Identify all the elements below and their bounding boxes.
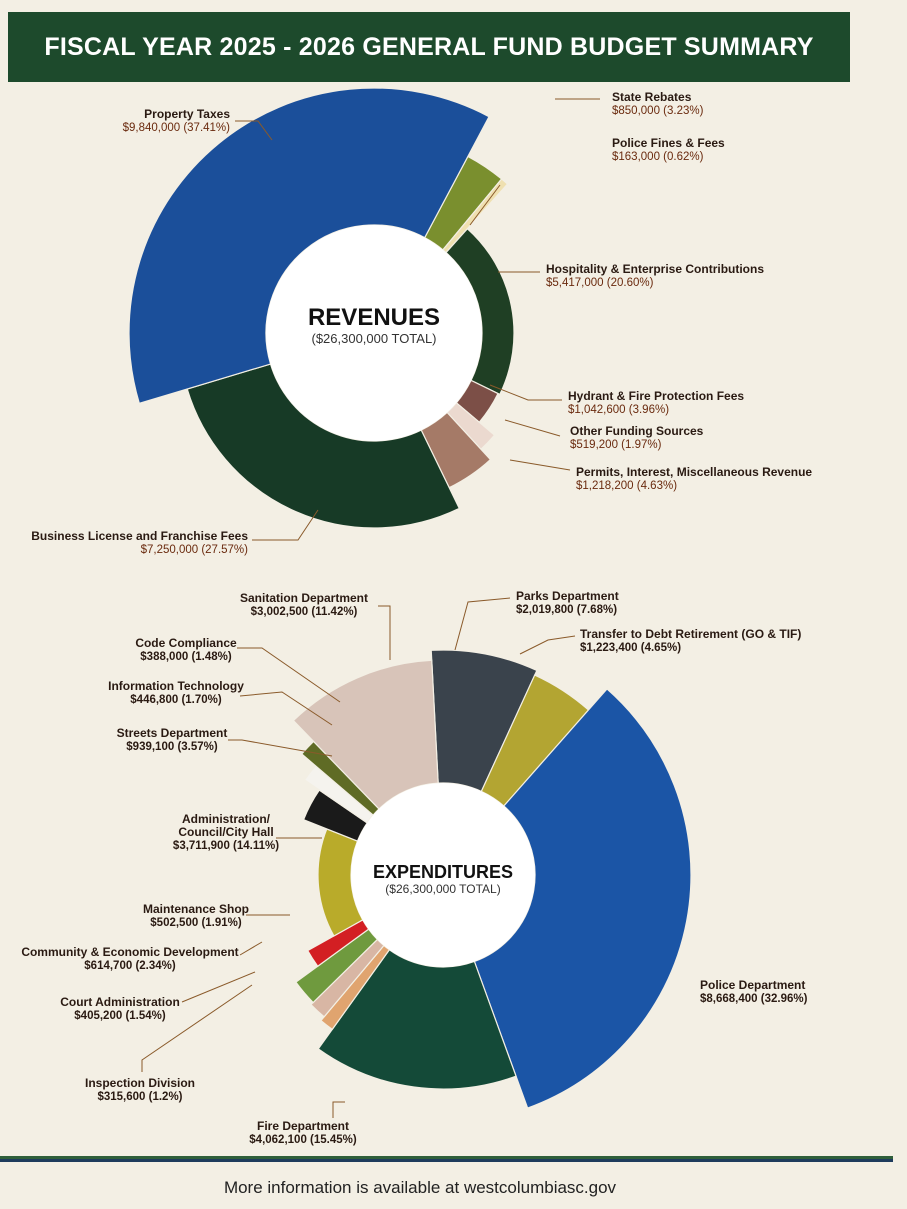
revenue-leader-permits-interest-miscellaneous-revenue: [510, 460, 570, 470]
revenue-center-subtitle: ($26,300,000 TOTAL): [311, 331, 437, 346]
expenditure-center-title: EXPENDITURES: [372, 862, 514, 882]
expenditure-leader-parks-department: [455, 598, 510, 650]
revenue-value-police-fines-fees: $163,000 (0.62%): [612, 151, 704, 163]
revenue-leader-other-funding-sources: [505, 420, 560, 436]
expenditure-value-administration-council-city-hall: $3,711,900 (14.11%): [172, 840, 280, 852]
revenue-label-hospitality-enterprise-contributions: Hospitality & Enterprise Contributions: [546, 262, 765, 276]
expenditure-leader-sanitation-department: [378, 606, 390, 660]
expenditure-label-fire-department: Fire Department: [256, 1119, 350, 1133]
expenditure-label-administration-council-city-hall: Administration/: [181, 812, 271, 826]
expenditure-value-community-economic-development: $614,700 (2.34%): [84, 960, 176, 972]
revenue-value-other-funding-sources: $519,200 (1.97%): [570, 439, 662, 451]
revenue-value-property-taxes: $9,840,000 (37.41%): [122, 122, 230, 134]
expenditure-label-information-technology: Information Technology: [108, 679, 244, 693]
page-title: FISCAL YEAR 2025 - 2026 GENERAL FUND BUDGET SUMMARY: [44, 32, 814, 61]
revenue-value-hospitality-enterprise-contributions: $5,417,000 (20.60%): [546, 277, 654, 289]
expenditure-leader-community-economic-development: [240, 942, 262, 955]
expenditure-value-parks-department: $2,019,800 (7.68%): [516, 604, 618, 616]
expenditure-label-maintenance-shop: Maintenance Shop: [142, 902, 250, 916]
revenue-label-police-fines-fees: Police Fines & Fees: [612, 136, 725, 150]
footer-text: More information is available at westcolumbiasc.gov: [223, 1178, 617, 1197]
expenditure-label-transfer-to-debt-retirement-go-tif: Transfer to Debt Retirement (GO & TIF): [580, 627, 802, 641]
revenue-label-hydrant-fire-protection-fees: Hydrant & Fire Protection Fees: [568, 389, 745, 403]
expenditure-label-inspection-division: Inspection Division: [84, 1076, 196, 1090]
expenditure-label-streets-department: Streets Department: [116, 726, 228, 740]
revenue-value-business-license-and-franchise-fees: $7,250,000 (27.57%): [140, 544, 248, 556]
expenditure-leader-fire-department: [333, 1102, 345, 1118]
expenditure-label-sanitation-department: Sanitation Department: [239, 591, 369, 605]
revenue-label-other-funding-sources: Other Funding Sources: [570, 424, 704, 438]
expenditure-leader-transfer-to-debt-retirement-go-tif: [520, 636, 575, 654]
expenditure-value-court-administration: $405,200 (1.54%): [74, 1010, 166, 1022]
expenditure-value-sanitation-department: $3,002,500 (11.42%): [250, 606, 358, 618]
expenditure-leader-court-administration: [182, 972, 255, 1002]
revenue-label-business-license-and-franchise-fees: Business License and Franchise Fees: [31, 529, 248, 543]
revenue-center-title: REVENUES: [307, 304, 441, 331]
expenditure-value-inspection-division: $315,600 (1.2%): [97, 1091, 183, 1103]
expenditure-value-streets-department: $939,100 (3.57%): [126, 741, 218, 753]
revenue-label-state-rebates: State Rebates: [612, 90, 692, 104]
revenue-label-property-taxes: Property Taxes: [144, 107, 230, 121]
expenditure-value-information-technology: $446,800 (1.70%): [130, 694, 222, 706]
expenditure-value-code-compliance: $388,000 (1.48%): [140, 651, 232, 663]
expenditure-center-subtitle: ($26,300,000 TOTAL): [385, 882, 501, 896]
expenditure-label-police-department: Police Department: [700, 978, 806, 992]
expenditure-value-fire-department: $4,062,100 (15.45%): [249, 1134, 357, 1146]
expenditure-label-administration-council-city-hall-line2: Council/City Hall: [178, 825, 274, 839]
expenditure-leader-code-compliance: [237, 648, 340, 702]
revenue-value-hydrant-fire-protection-fees: $1,042,600 (3.96%): [568, 404, 670, 416]
expenditure-label-code-compliance: Code Compliance: [135, 636, 237, 650]
footer-divider-accent: [0, 1156, 893, 1159]
expenditure-value-police-department: $8,668,400 (32.96%): [700, 993, 808, 1005]
revenue-value-state-rebates: $850,000 (3.23%): [612, 105, 704, 117]
expenditure-value-maintenance-shop: $502,500 (1.91%): [150, 917, 242, 929]
revenue-label-permits-interest-miscellaneous-revenue: Permits, Interest, Miscellaneous Revenue: [576, 465, 813, 479]
expenditure-label-parks-department: Parks Department: [516, 589, 619, 603]
revenue-value-permits-interest-miscellaneous-revenue: $1,218,200 (4.63%): [576, 480, 678, 492]
expenditure-label-court-administration: Court Administration: [60, 995, 180, 1009]
expenditure-label-community-economic-development: Community & Economic Development: [21, 945, 239, 959]
expenditure-value-transfer-to-debt-retirement-go-tif: $1,223,400 (4.65%): [580, 642, 682, 654]
